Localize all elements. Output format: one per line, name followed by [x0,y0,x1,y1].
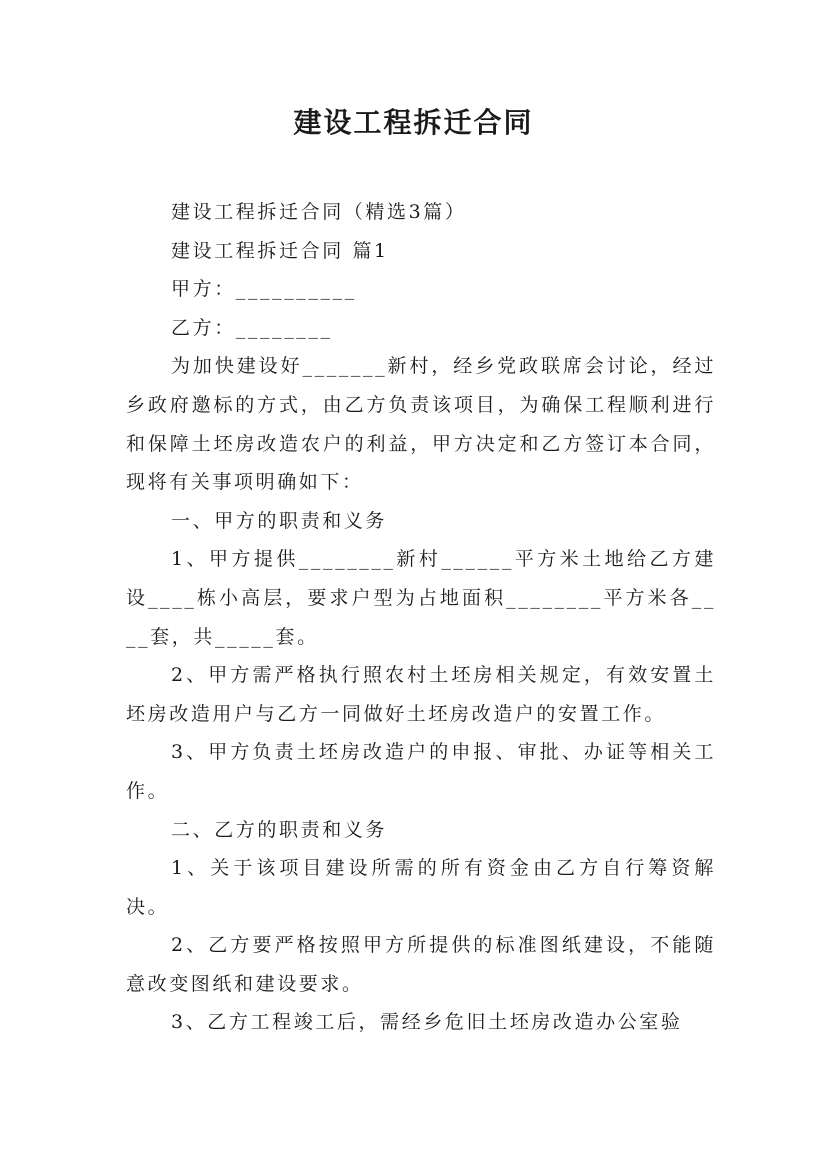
paragraph-a-clause-2: 2、甲方需严格执行照农村土坯房相关规定，有效安置土坯房改造用户与乙方一同做好土坯房改造户的安置工作。 [126,664,716,725]
paragraph-party-a: 甲方：__________ [171,278,357,301]
paragraph-a-clause-1: 1、甲方提供________新村______平方米土地给乙方建设____栋小高层，要求户型为占地面积________平方米各____套，共_____套。 [126,548,716,648]
paragraph-preamble: 为加快建设好_______新村，经乡党政联席会讨论，经过乡政府邀标的方式，由乙方负责该项目，为确保工程顺利进行和保障土坯房改造农户的利益，甲方决定和乙方签订本合同，现将有关事项明确如下： [126,355,716,494]
paragraph-heading-party-a-duties: 一、甲方的职责和义务 [171,509,388,532]
paragraph-b-clause-1: 1、关于该项目建设所需的所有资金由乙方自行筹资解决。 [126,857,716,918]
paragraph-party-b: 乙方：________ [171,316,333,339]
paragraph-b-clause-2: 2、乙方要严格按照甲方所提供的标准图纸建设，不能随意改变图纸和建设要求。 [126,934,716,995]
document-title: 建设工程拆迁合同 [293,106,534,139]
document-body [126,193,716,1042]
paragraph-a-clause-3: 3、甲方负责土坯房改造户的申报、审批、办证等相关工作。 [126,741,716,802]
paragraph-subtitle: 建设工程拆迁合同（精选3篇） [171,201,467,223]
paragraph-section-heading: 建设工程拆迁合同 篇1 [171,239,389,262]
paragraph-heading-party-b-duties: 二、乙方的职责和义务 [171,818,388,841]
paragraph-b-clause-3: 3、乙方工程竣工后，需经乡危旧土坯房改造办公室验 [171,1011,683,1034]
